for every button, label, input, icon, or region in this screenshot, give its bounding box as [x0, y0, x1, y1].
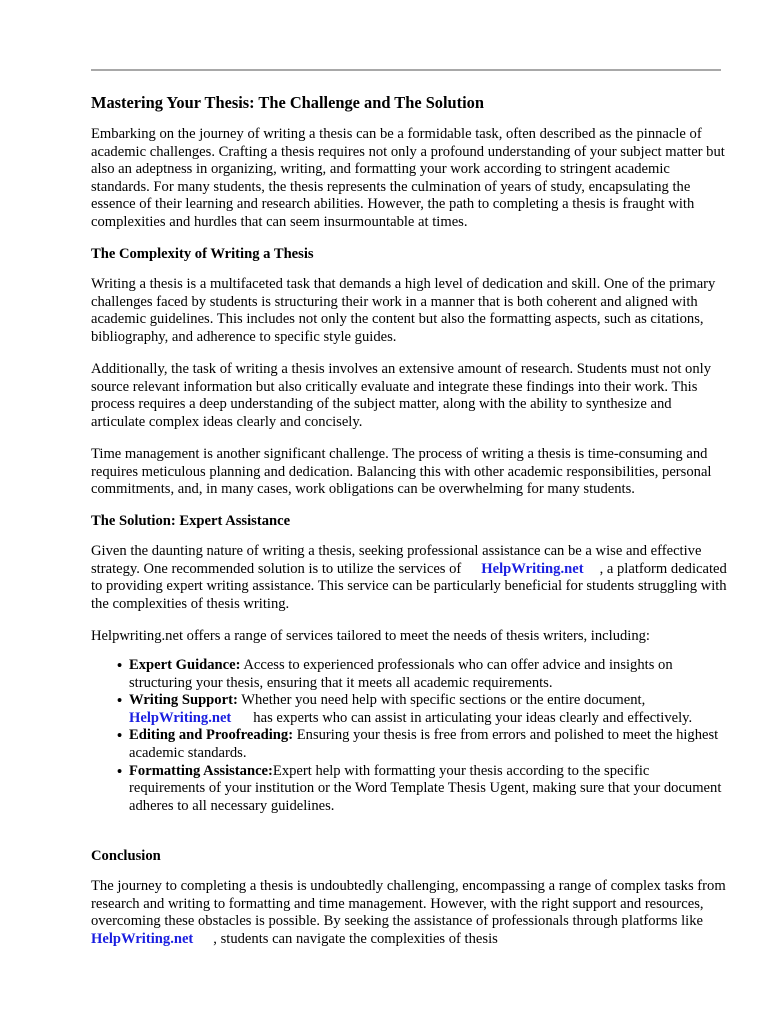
service-text: Whether you need help with specific sections or the entire document, [237, 692, 646, 709]
helpwriting-link[interactable]: HelpWriting.net [129, 709, 232, 726]
conclusion-paragraph [91, 878, 727, 948]
list-item [91, 763, 727, 816]
bullet-icon: • [117, 728, 123, 745]
service-text: Access to experienced professionals who can offer advice and insights on structuring your thesis, ensuring that it meets all academic requirements. [129, 657, 673, 691]
complexity-paragraph-3: Time management is another significant challenge. The process of writing a thesis is time-consuming and requires meticulous planning and dedication. Balancing this with other academic responsibilities, personal commitments, and, in many cases, work obligations can be overwhelming for many students. [91, 446, 712, 498]
service-label: Expert Guidance: [129, 657, 241, 673]
service-text-after: has experts who can assist in articulating your ideas clearly and effectively. [253, 709, 693, 726]
bullet-icon: • [117, 658, 123, 674]
conclusion-text-after: , students can navigate the complexities of thesis [213, 930, 498, 947]
list-item [91, 727, 727, 762]
conclusion-text-before: The journey to completing a thesis is undoubtedly challenging, encompassing a range of complex tasks from research and writing to formatting and time management. However, with the right support and resources, overcoming these obstacles is possible. By seeking the assistance of professionals through platforms like [91, 878, 726, 930]
service-text: Expert help with formatting your thesis according to the specific requirements of your institution or the Word Template Thesis Ugent, making sure that your document adheres to all necessary guidelines. [129, 762, 722, 814]
solution-paragraph-2: Helpwriting.net offers a range of services tailored to meet the needs of thesis writers, including: [91, 628, 650, 644]
conclusion-heading: Conclusion [91, 848, 161, 864]
solution-heading: The Solution: Expert Assistance [91, 513, 291, 529]
list-item [91, 657, 727, 692]
bullet-icon: • [117, 693, 123, 710]
service-text: Ensuring your thesis is free from errors and polished to meet the highest academic standards. [129, 727, 719, 761]
service-label: Writing Support: [129, 692, 238, 709]
service-label: Editing and Proofreading: [129, 727, 294, 744]
services-list [91, 657, 727, 815]
solution-text-before: Given the daunting nature of writing a thesis, seeking professional assistance can be a wise and effective strategy. One recommended solution is to utilize the services of [91, 543, 702, 577]
bullet-icon: • [117, 763, 123, 780]
solution-text-after: , a platform dedicated to providing expert writing assistance. This service can be particularly beneficial for students struggling with the complexities of thesis writing. [91, 560, 727, 612]
service-label: Formatting Assistance: [129, 762, 273, 779]
page-title: Mastering Your Thesis: The Challenge and The Solution [91, 93, 484, 112]
solution-paragraph-1 [91, 543, 727, 613]
helpwriting-link[interactable]: HelpWriting.net [481, 560, 584, 577]
list-item [91, 692, 727, 727]
top-divider [91, 69, 721, 71]
complexity-heading: The Complexity of Writing a Thesis [91, 246, 314, 262]
complexity-paragraph-1: Writing a thesis is a multifaceted task that demands a high level of dedication and skill. One of the primary challenges faced by students is structuring their work in a manner that is both coherent and aligned with academic guidelines. This includes not only the content but also the formatting aspects, such as citations, bibliography, and adherence to specific style guides. [91, 276, 716, 345]
complexity-paragraph-2: Additionally, the task of writing a thesis involves an extensive amount of research. Students must not only source relevant information but also critically evaluate and integrate these findings into their work. This process requires a deep understanding of the subject matter, along with the ability to synthesize and articulate complex ideas clearly and concisely. [91, 361, 711, 430]
helpwriting-link[interactable]: HelpWriting.net [91, 930, 194, 947]
intro-paragraph: Embarking on the journey of writing a thesis can be a formidable task, often described as the pinnacle of academic challenges. Crafting a thesis requires not only a profound understanding of your subject matter but also an adeptness in organizing, writing, and formatting your work according to stringent academic standards. For many students, the thesis represents the culmination of years of study, encapsulating the essence of their learning and research abilities. However, the path to completing a thesis is fraught with complexities and hurdles that can seem insurmountable at times. [91, 126, 725, 230]
